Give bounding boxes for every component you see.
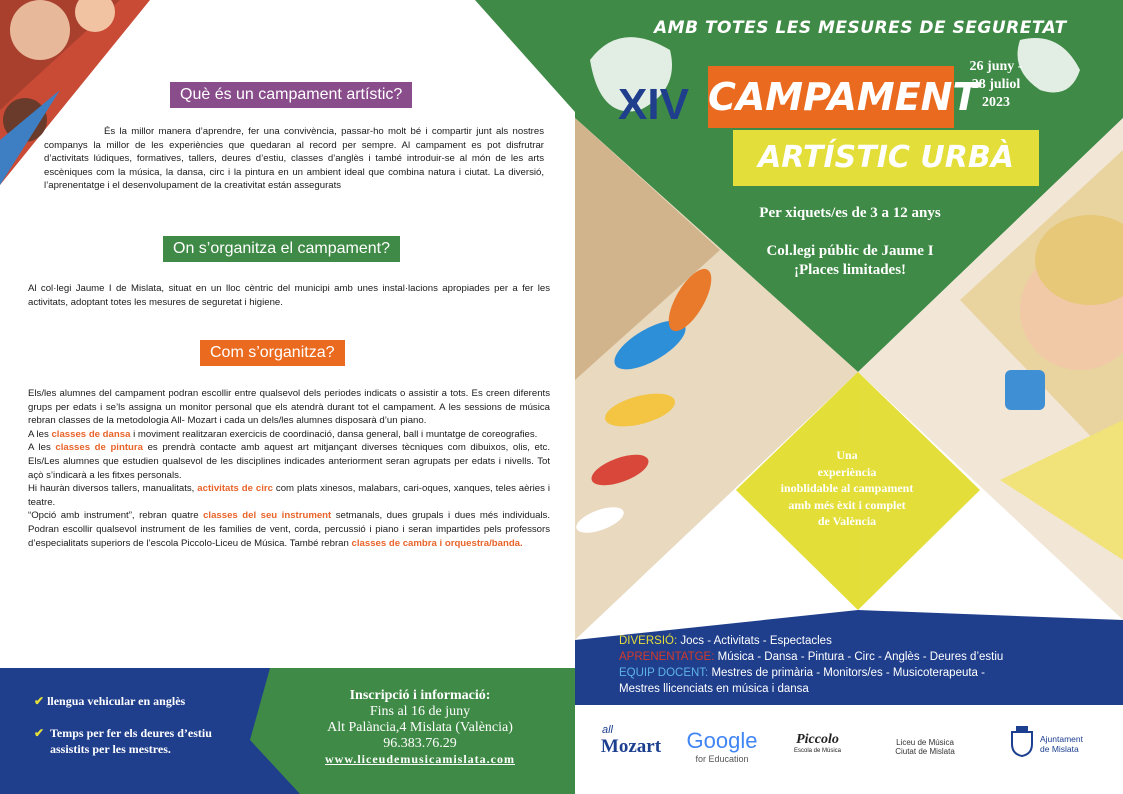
heading-what-is: Què és un campament artístic? <box>170 82 412 108</box>
ajuntament-logo <box>1008 726 1118 754</box>
bullet-homework <box>34 725 214 757</box>
title-artistic-text: ARTÍSTIC URBÀ <box>758 140 1014 175</box>
info-date: Fins al 16 de juny <box>369 704 471 719</box>
experience-line-3: inoblidable al campament <box>780 481 914 495</box>
edition-number: XIV <box>618 80 689 129</box>
date-end: 28 juliol <box>971 77 1021 92</box>
school-text: Col.legi públic de Jaume I <box>766 243 934 259</box>
experience-line-1: Una <box>836 448 858 462</box>
piccolo-sub: Escola de Música <box>793 748 842 754</box>
info-website-link[interactable]: www.liceudemusicamislata.com <box>325 752 515 766</box>
check-icon: ✔ <box>34 726 45 740</box>
para-what-is <box>44 125 544 193</box>
para-how-d: Hi hauràn diversos tallers, manualitats, activitats de circ com plats xinesos, malabars, cari-oques, xanques, teles aèries i teatre. <box>28 483 550 508</box>
liceu-line-1: Liceu de Música <box>896 738 954 747</box>
ajuntament-line-2: de Mislata <box>1040 744 1079 754</box>
experience-line-5: de València <box>817 514 877 528</box>
top-banner: AMB TOTES LES MESURES DE SEGURETAT <box>654 18 1067 38</box>
title-campament <box>708 66 979 128</box>
title-campament-text: CAMPAMENT <box>708 75 979 119</box>
para-how-c: A les classes de pintura es prendrà contacte amb aquest art mitjançant diverses tècniques com dibuixos, olis, etc. Els/Les alumnes que estudien qualsevol de les disciplines indicades anteriorment seran agrupats per edats i nivells. Tot açò s’indicarà a les fitxes personals. <box>28 442 551 481</box>
heading-where: On s’organitza el campament? <box>163 236 400 262</box>
title-artistic <box>733 130 1039 186</box>
para-where-text: Al col·legi Jaume I de Mislata, situat en un lloc cèntric del municipi amb unes instal·lacions apropiades per a fer les activitats, adoptant totes les mesures de seguretat i higiene. <box>28 283 550 308</box>
check-icon: ✔ <box>34 694 45 708</box>
bullet-english <box>34 694 264 709</box>
info-block <box>290 688 550 767</box>
piccolo-logo <box>780 732 855 754</box>
activities-aprenentatge: APRENENTATGE: Música - Dansa - Pintura - Circ - Anglès - Deures d’estiu <box>619 651 1004 663</box>
liceu-logo <box>880 738 970 756</box>
para-where <box>28 282 550 309</box>
google-main: Google <box>686 728 758 753</box>
info-address: Alt Palància,4 Mislata (València) <box>327 720 513 735</box>
places-text: ¡Places limitades! <box>793 262 907 278</box>
heading-how: Com s’organitza? <box>200 340 345 366</box>
green-corner <box>475 0 575 112</box>
bullet-homework-text: Temps per fer els deures d’estiu assistits per les mestres. <box>50 726 212 756</box>
coat-of-arms-icon <box>1008 726 1036 758</box>
allmozart-logo <box>592 724 670 758</box>
piccolo-main: Piccolo <box>796 732 839 747</box>
para-how <box>28 387 550 550</box>
para-how-a: Els/les alumnes del campament podran escollir entre qualsevol dels periodes indicats o assistir a tots. Es creen diferents grups per edats i se’ls assigna un monitor personal que els atendrà durant tot el campament. A les sessions de música rebran classes de la metodologia All- Mozart i cada un dels/les alumnes disposarà d’un piano. <box>28 388 550 427</box>
activities-equip: EQUIP DOCENT: Mestres de primària - Monitors/es - Musicoterapeuta - <box>619 667 985 679</box>
para-how-e: “Opció amb instrument”, rebran quatre classes del seu instrument setmanals, dues grupals i dues més individuals. Podran escollir qualsevol instrument de les families de vent, corda, percussió i piano i seran impartides pels professors d’especialitats superiors de l’escola Piccolo-Liceu de Música. També rebran classes de cambra i orquestra/banda. <box>28 510 551 549</box>
experience-line-2: experiència <box>817 464 877 479</box>
ajuntament-line-1: Ajuntament <box>1040 734 1083 744</box>
bullet-english-text: llengua vehicular en anglès <box>47 694 186 708</box>
info-title: Inscripció i informació: <box>349 688 491 703</box>
date-year: 2023 <box>982 95 1010 110</box>
liceu-line-2: Ciutat de Mislata <box>895 747 955 756</box>
date-start: 26 juny - <box>969 59 1023 74</box>
google-sub: for Education <box>695 754 749 764</box>
activities-equip-2: Mestres llicenciats en música i dansa <box>619 683 809 695</box>
dates-block <box>956 58 1036 112</box>
allmozart-top: all <box>602 724 614 736</box>
activities-diversio: DIVERSIÓ: Jocs - Activitats - Espectacles <box>619 635 832 647</box>
info-phone: 96.383.76.29 <box>383 736 457 751</box>
ages-text: Per xiquets/es de 3 a 12 anys <box>759 205 941 221</box>
para-how-b: A les classes de dansa i moviment realitzaran exercicis de coordinació, dansa general, ball i muntatge de coreografies. <box>28 428 538 440</box>
experience-line-4: amb més èxit i complet <box>788 497 906 512</box>
google-education-logo <box>682 728 762 764</box>
para-what-is-text: És la millor manera d’aprendre, fer una convivència, passar-ho molt bé i compartir junt als nostres companys la millor de les experiències que quedaran al record per sempre. Al campament es pot disfrutrar d’activitats lúdiques, formatives, tallers, deures d’estiu, classes d’anglès i també introduir-se al món de les arts escèniques com la música, la dansa, circ i la pintura en un ambient ideal que combina natura i ciutat. La diversió, l’aprenentatge i el desenvolupament de la creativitat están assegurats <box>44 126 544 192</box>
experience-text <box>752 447 942 530</box>
activities-list <box>619 633 1119 697</box>
allmozart-main: Mozart <box>600 736 662 757</box>
